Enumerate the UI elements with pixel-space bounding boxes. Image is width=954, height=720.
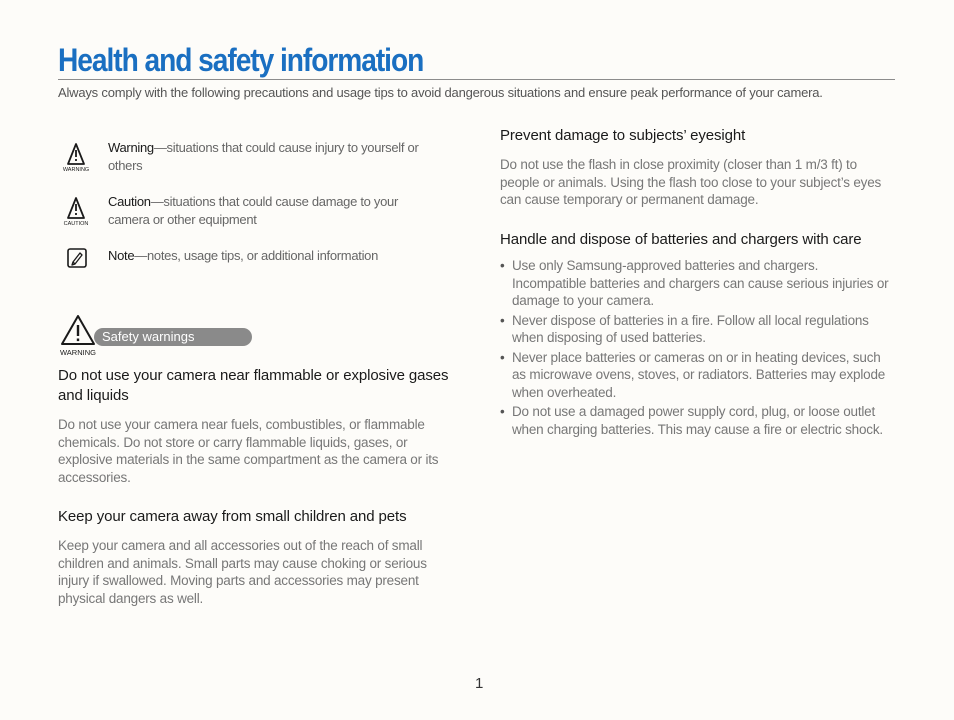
list-item: • Never dispose of batteries in a fire. Follow all local regulations when disposing of used batteries.: [500, 312, 895, 347]
section-body-children: Keep your camera and all accessories out of the reach of small children and animals. Small parts may cause choking or serious injury if swallowed. Moving parts and accessories may present physical dangers as well.: [58, 538, 427, 606]
section-body-flammable: Do not use your camera near fuels, combustibles, or flammable chemicals. Do not store or carry flammable liquids, gases, or explosive materials in the same compartment as the camera or its accessories.: [58, 417, 439, 485]
safety-icon-label: WARNING: [60, 348, 96, 357]
warning-triangle-icon: [62, 139, 102, 175]
legend-warning-desc: situations that could cause injury to yourself or others: [108, 140, 419, 173]
warning-icon-label: WARNING: [62, 167, 90, 173]
section-heading-flammable: Do not use your camera near flammable or explosive gases and liquids: [58, 367, 449, 404]
section-heading-batteries: Handle and dispose of batteries and chargers with care: [500, 231, 862, 248]
caution-triangle-icon: [63, 193, 102, 229]
list-item: • Never place batteries or cameras on or in heating devices, such as microwave ovens, stoves, or radiators. Batteries may explode when overheated.: [500, 349, 895, 402]
warning-triangle-icon: [58, 314, 102, 358]
page-number: 1: [475, 675, 484, 692]
intro-text: Always comply with the following precautions and usage tips to avoid dangerous situations and ensure peak performance of your camera.: [58, 85, 823, 100]
legend-note-desc: notes, usage tips, or additional information: [146, 248, 379, 263]
legend-note-text: Note—notes, usage tips, or additional information: [108, 248, 379, 263]
list-item: • Use only Samsung-approved batteries and chargers. Incompatible batteries and chargers can cause serious injuries or damage to your camera.: [500, 257, 895, 310]
list-item: • Do not use a damaged power supply cord, plug, or loose outlet when charging batteries. This may cause a fire or electric shock.: [500, 403, 895, 438]
legend-caution-text: Caution—situations that could cause damage to your camera or other equipment: [108, 194, 398, 227]
legend-note-term: Note: [108, 248, 135, 263]
section-heading-children: Keep your camera away from small children and pets: [58, 508, 407, 525]
section-body-eyesight: Do not use the flash in close proximity (closer than 1 m/3 ft) to people or animals. Using the flash too close to your subject’s eyes can cause temporary or permanent damage.: [500, 157, 882, 207]
caution-icon-label: CAUTION: [63, 221, 89, 227]
legend-warning-text: Warning—situations that could cause injury to yourself or others: [108, 140, 419, 173]
note-pencil-icon: [66, 247, 102, 283]
legend-caution-term: Caution: [108, 194, 151, 209]
page-title: Health and safety information: [58, 42, 424, 78]
legend-warning-term: Warning: [108, 140, 154, 155]
section-heading-eyesight: Prevent damage to subjects’ eyesight: [500, 127, 746, 144]
legend-caution-desc: situations that could cause damage to your camera or other equipment: [108, 194, 398, 227]
safety-warnings-label: Safety warnings: [94, 328, 252, 346]
title-divider: [58, 79, 895, 80]
battery-bullet-list: [500, 257, 895, 440]
